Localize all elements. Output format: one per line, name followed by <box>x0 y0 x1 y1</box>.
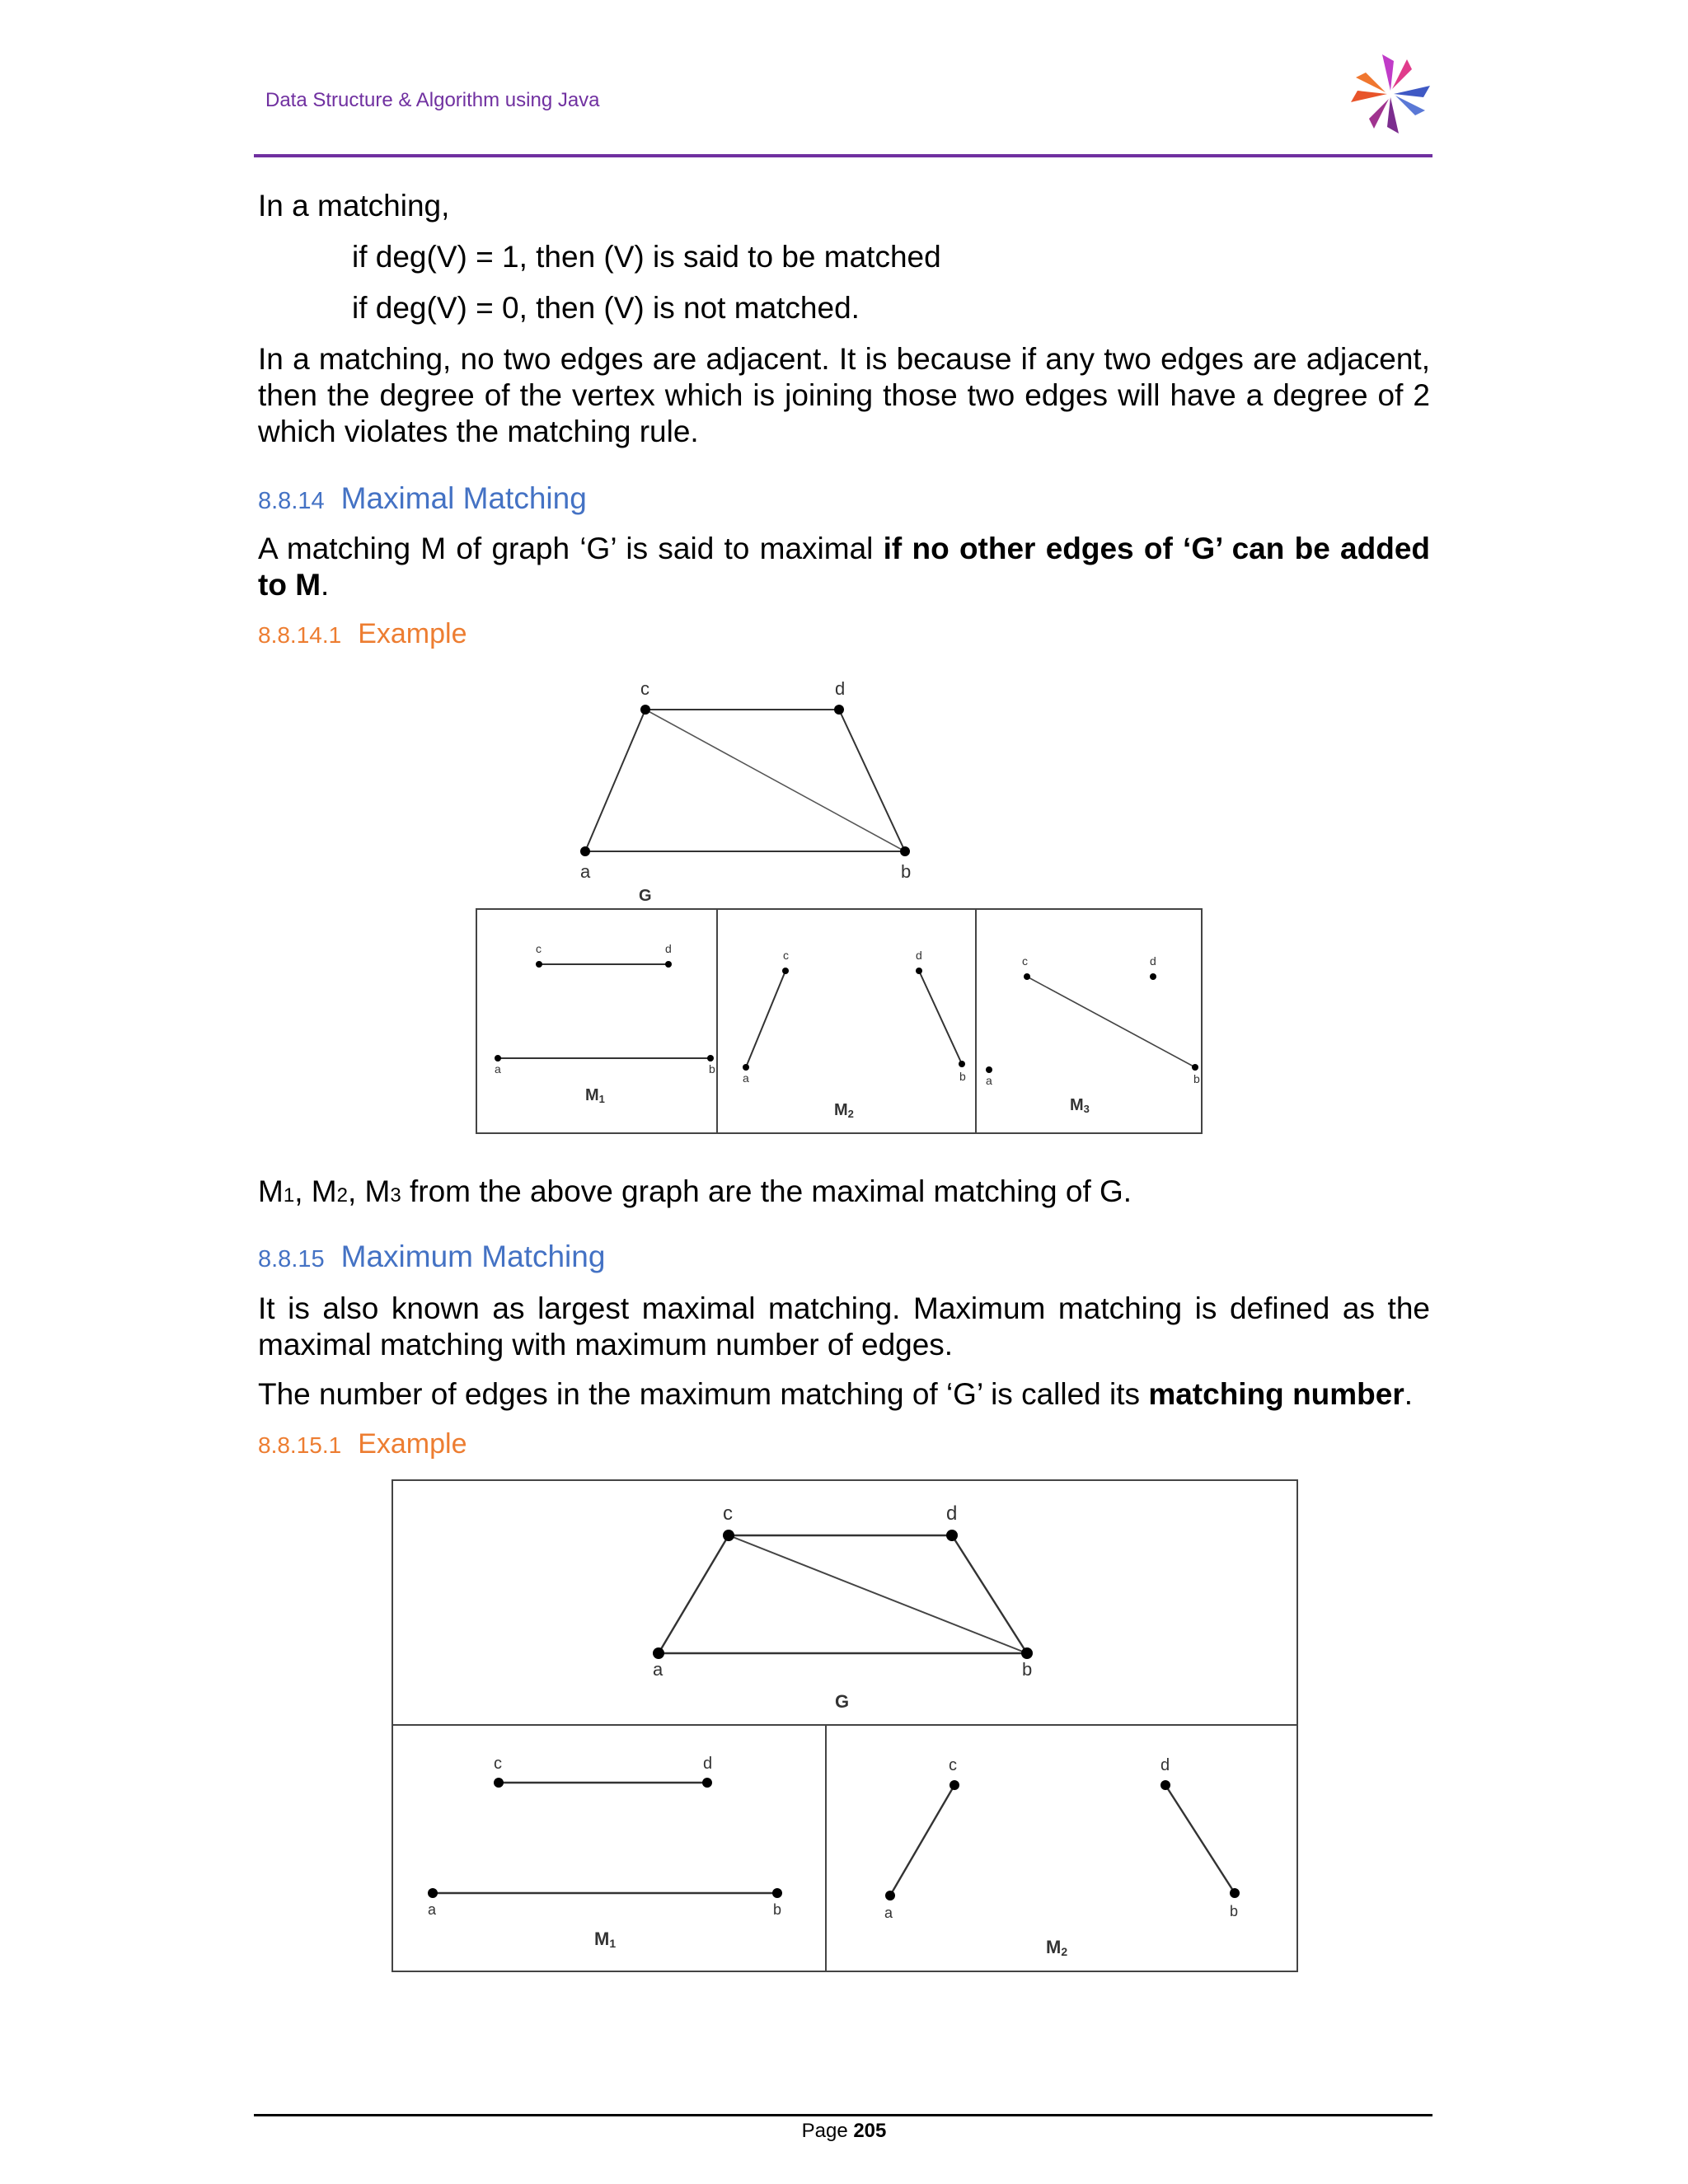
svg-text:b: b <box>773 1901 782 1918</box>
svg-text:a: a <box>495 1062 501 1076</box>
paragraph-matching-number: The number of edges in the maximum matching of ‘G’ is called its matching number. <box>258 1377 1414 1411</box>
subheading-example-2: 8.8.15.1 Example <box>258 1428 467 1460</box>
svg-text:d: d <box>665 942 672 955</box>
svg-text:a: a <box>743 1071 749 1085</box>
graph-caption: G <box>639 887 652 905</box>
pinwheel-logo-icon <box>1345 53 1436 135</box>
vertex-label-c: c <box>640 678 649 699</box>
svg-text:M1: M1 <box>585 1086 605 1105</box>
svg-text:c: c <box>536 942 542 955</box>
svg-text:d: d <box>946 1502 958 1525</box>
svg-text:b: b <box>1022 1659 1033 1680</box>
svg-text:b: b <box>959 1070 966 1083</box>
paragraph-not-matched-rule: if deg(V) = 0, then (V) is not matched. <box>352 291 860 325</box>
page-number: 205 <box>853 2120 887 2142</box>
subheading-example-1: 8.8.14.1 Example <box>258 618 467 649</box>
panel-label-m2: M <box>1046 1937 1062 1957</box>
vertex-label-d: d <box>835 678 846 699</box>
svg-text:d: d <box>916 949 922 962</box>
svg-text:b: b <box>1230 1903 1239 1919</box>
section-heading-maximal-matching <box>258 481 587 516</box>
panel-m1 <box>428 1755 782 1950</box>
svg-text:c: c <box>783 949 789 962</box>
paragraph-maximum-definition: It is also known as largest maximal matching. Maximum matching is defined as the maximal matching with maximum number of edges. <box>258 1291 1430 1361</box>
svg-text:c: c <box>723 1502 733 1525</box>
svg-text:M2: M2 <box>834 1101 854 1120</box>
svg-text:d: d <box>1150 954 1156 968</box>
footer-rule <box>254 2114 1432 2116</box>
svg-text:a: a <box>884 1905 893 1921</box>
svg-text:M2: M2 <box>1046 1937 1068 1958</box>
svg-text:d: d <box>1160 1756 1170 1774</box>
panel-m2 <box>884 1756 1240 1958</box>
panel-label-m1: M <box>585 1086 599 1104</box>
panel-label-m1: M <box>594 1929 610 1949</box>
graph-g <box>653 1502 1033 1712</box>
svg-text:c: c <box>1022 954 1028 968</box>
section-number: 8.8.14 <box>258 488 325 514</box>
section-title: Maximal Matching <box>340 481 587 515</box>
panel-m1 <box>495 942 715 1105</box>
panel-m3 <box>986 954 1200 1115</box>
svg-text:M3: M3 <box>1070 1096 1090 1115</box>
svg-text:c: c <box>494 1755 502 1773</box>
section-heading-maximum-matching <box>258 1240 605 1274</box>
page-footer: Page 205 <box>801 2120 887 2142</box>
graph-g <box>580 678 911 905</box>
graph-caption: G <box>835 1691 850 1712</box>
section-number: 8.8.15 <box>258 1246 325 1272</box>
paragraph-maximal-definition: A matching M of graph ‘G’ is said to maximal if no other edges of ‘G’ can be added to M. <box>258 532 1431 602</box>
paragraph-no-adjacent-edges: In a matching, no two edges are adjacent. It is because if any two edges are adjacent, then the degree of the vertex which is joining those two edges will have a degree of 2 which violates the matching rule. <box>258 342 1430 448</box>
paragraph-intro: In a matching, <box>258 189 450 223</box>
running-header: Data Structure & Algorithm using Java <box>265 89 600 111</box>
panel-m2 <box>743 949 966 1120</box>
section-title: Maximum Matching <box>340 1240 606 1273</box>
bold-matching-number: matching number <box>1148 1377 1404 1411</box>
svg-text:a: a <box>986 1074 992 1087</box>
paragraph-maximal-conclusion: M1, M2, M3 from the above graph are the maximal matching of G. <box>258 1174 1132 1208</box>
figure-maximal-matching <box>470 672 1212 1137</box>
vertex-label-a: a <box>580 861 591 882</box>
svg-text:a: a <box>428 1901 437 1918</box>
panel-label-m3: M <box>1070 1096 1084 1114</box>
svg-text:a: a <box>653 1659 663 1680</box>
figure-maximum-matching <box>391 1479 1299 1973</box>
svg-text:b: b <box>709 1062 715 1076</box>
svg-text:b: b <box>1193 1072 1200 1085</box>
vertex-label-b: b <box>901 861 912 882</box>
svg-text:d: d <box>703 1755 713 1773</box>
header-rule <box>254 154 1432 157</box>
svg-text:M1: M1 <box>594 1929 617 1950</box>
paragraph-matched-rule: if deg(V) = 1, then (V) is said to be matched <box>352 240 941 274</box>
svg-text:c: c <box>949 1756 957 1774</box>
bold-definition: if no other edges of ‘G’ can be added to M <box>258 532 1431 602</box>
panel-label-m2: M <box>834 1101 848 1119</box>
